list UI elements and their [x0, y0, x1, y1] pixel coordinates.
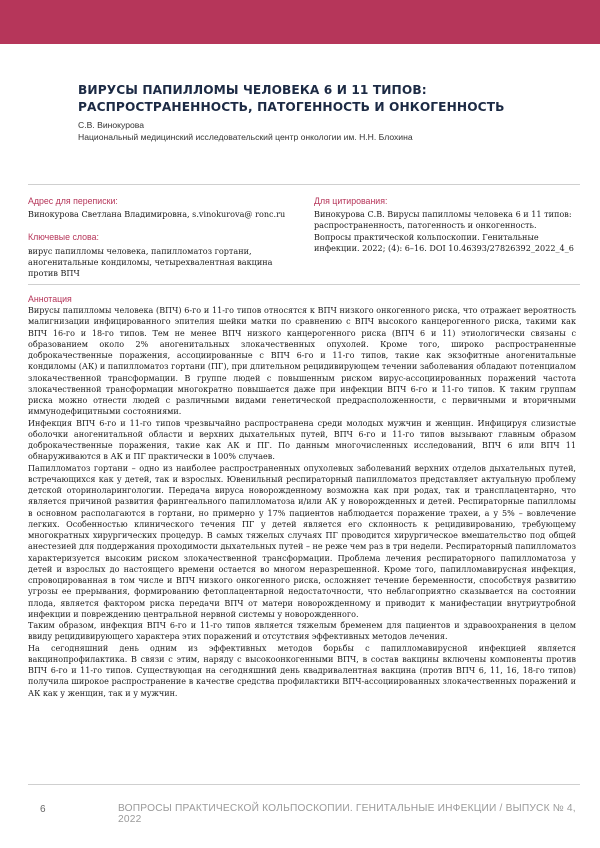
correspondence-text: Винокурова Светлана Владимировна, s.vinokurova@ ronc.ru: [28, 209, 286, 220]
right-info-column: [314, 196, 576, 254]
page-number: 6: [40, 804, 46, 815]
left-info-column: [28, 196, 300, 279]
annotation-section: [28, 294, 576, 699]
divider-footer: [28, 784, 580, 785]
keywords-heading: Ключевые слова:: [28, 232, 99, 243]
annotation-paragraph-5: На сегодняшний день одним из эффективных методов борьбы с папилломавирусной инфекцией является вакцинопрофилактика. В связи с этим, наряду с высокоонкогенными ВПЧ, в состав вакцины включены компоненты против ВПЧ 6-го и 11-го типов. Существующая на сегодняшний день квадривалентная вакцина (против ВПЧ 6, 11, 16, 18-го типов) получила широкое распространение в качестве средства профилактики ВПЧ-ассоциированных злокачественных поражений и АК как у женщин, так и у мужчин.: [28, 643, 576, 698]
divider-middle: [28, 284, 580, 285]
citation-heading: Для цитирования:: [314, 196, 388, 206]
annotation-paragraph-3: Папилломатоз гортани – одно из наиболее распространенных опухолевых заболеваний верхних отделов дыхательных путей, встречающихся как у детей, так и взрослых. Ювенильный респираторный папилломатоз представляет актуальную проблему детской оториноларингологии. Передача вируса новорожденному возможна как при родах, так и трансплацентарно, что является причиной развития фарингеального папилломатоза и/или АК у новорожденных и детей. Респираторные папилломы в основном располагаются в гортани, но примерно у 17% пациентов наблюдается поражение трахеи, а у 5% – вовлечение легких. Особенностью клинического течения ПГ у детей является его склонность к рецидивированию, требующему многократных хирургических процедур. В самых тяжелых случаях ПГ проводится хирургическое вмешательство под общей анестезией для поддержания проходимости дыхательных путей – не реже чем раз в три недели. Респираторный папилломатоз характеризуется высоким риском злокачественной трансформации. Проблема лечения респираторного папилломатоза у детей и взрослых до настоящего времени остается во многом неразрешенной. Кроме того, папилломавирусная инфекция, спровоцированная в том числе и ВПЧ низкого онкогенного риска, осложняет течение беременности, способствуя развитию угрозы ее прерывания, формированию фетоплацентарной недостаточности, что неблагоприятно сказывается на состоянии плода, является фактором риска передачи ВПЧ от матери новорожденному и приводит к манифестации внутриутробной инфекции и повреждению центральной нервной системы у новорожденного.: [28, 463, 576, 619]
correspondence-heading: Адрес для переписки:: [28, 196, 118, 206]
annotation-paragraph-1: Вирусы папилломы человека (ВПЧ) 6-го и 11-го типов относятся к ВПЧ низкого онкогенного риска, что отражает вероятность малигнизации инфицированного эпителия шейки матки по сравнению с ВПЧ высокого канцерогенного риска, такими как ВПЧ 16-го и 18-го типов. Тем не менее ВПЧ низкого канцерогенного риска (ВПЧ 6 и 11) этиологически связаны с образованием около 2% аногенитальных злокачественных опухолей. Кроме того, широко распространенные доброкачественные поражения, ассоциированные с ВПЧ 6-го и 11-го типов, такие как экзофитные аногенитальные кондиломы (АК) и папилломатоз гортани (ПГ), при длительном рецидивирующем течении заболевания обладают потенциалом злокачественной трансформации. В группе людей с повышенным риском вирус-ассоциированных поражений частота злокачественной трансформации многократно повышается даже при инфекции ВПЧ 6-го и 11-го типов. К таким группам риска можно отнести людей с различными видами генетической предрасположенности, с первичными и вторичными иммунодефицитными состояниями.: [28, 306, 576, 417]
divider-top: [28, 184, 580, 185]
annotation-paragraph-4: Таким образом, инфекция ВПЧ 6-го и 11-го типов является тяжелым бременем для пациентов и здравоохранения в целом ввиду рецидивирующего характера этих поражений и отсутствия эффективных методов лечения.: [28, 621, 576, 642]
annotation-heading: Аннотация: [28, 294, 72, 304]
header-accent-bar: [0, 0, 600, 44]
author-affiliation: Национальный медицинский исследовательский центр онкологии им. Н.Н. Блохина: [78, 132, 413, 142]
article-title: ВИРУСЫ ПАПИЛЛОМЫ ЧЕЛОВЕКА 6 И 11 ТИПОВ: РАСПРОСТРАНЕННОСТЬ, ПАТОГЕННОСТЬ И ОНКОГЕННОСТЬ: [78, 83, 505, 114]
author-name: С.В. Винокурова: [78, 120, 145, 130]
keywords-text: вирус папилломы человека, папилломатоз гортани, аногенитальные кондиломы, четырехвалентная вакцина против ВПЧ: [28, 245, 273, 279]
journal-running-title: ВОПРОСЫ ПРАКТИЧЕСКОЙ КОЛЬПОСКОПИИ. ГЕНИТАЛЬНЫЕ ИНФЕКЦИИ / ВЫПУСК № 4, 2022: [118, 803, 576, 825]
annotation-paragraph-2: Инфекция ВПЧ 6-го и 11-го типов чрезвычайно распространена среди молодых мужчин и женщин. Инфицируя слизистые оболочки аногенитальной области и верхних дыхательных путей, ВПЧ 6-го и 11-го типов вызывают главным образом доброкачественные поражения, такие как АК и ПГ. По данным многочисленных исследований, ВПЧ 6 или ВПЧ 11 обнаруживаются в АК и ПГ практически в 100% случаев.: [28, 418, 576, 462]
citation-text: Винокурова С.В. Вирусы папилломы человека 6 и 11 типов: распространенность, патогенность и онкогенность. Вопросы практической кольпоскопии. Генитальные инфекции. 2022; (4): 6–16. DOI 10.46393/27826392_2022_4_6: [314, 209, 574, 253]
